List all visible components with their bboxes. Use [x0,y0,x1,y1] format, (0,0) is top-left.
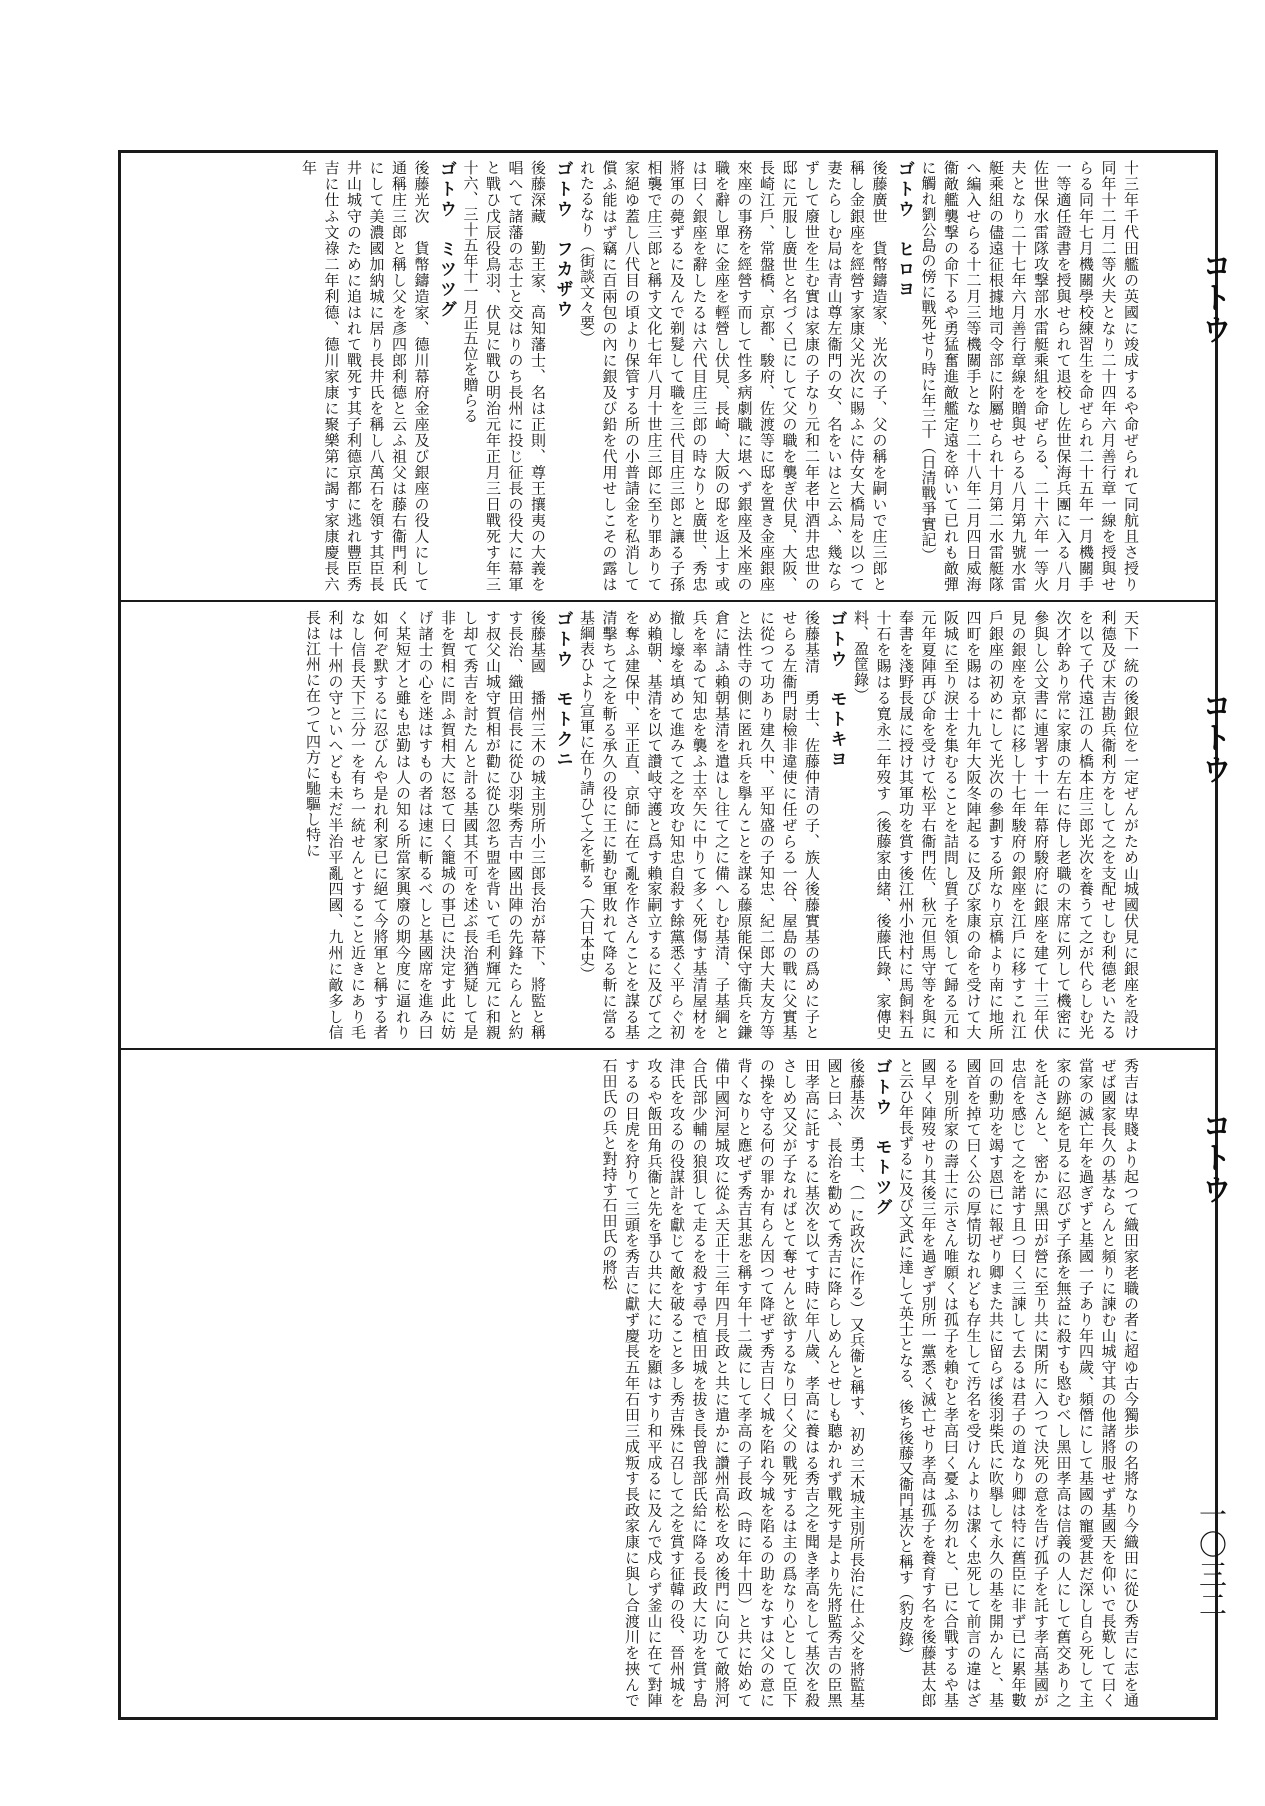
entry-text-fukazo: 後藤深藏 勤王家、高知藩士、名は正則、尊王攘夷の大義を唱へて諸藩の志士と交はりのち長州に投じ征長の役大に幕軍と戰ひ戊辰役鳥羽、伏見に戰ひ明治元年正月三日戰死す年三十六、三十五年十一月正五位を贈らる [461,160,547,592]
page-number: 一〇三二 [1195,1500,1228,1620]
entry-text-mototsugu: 後藤基次 勇士、（一に政次に作る）又兵衞と稱す、初め三木城主別所長治に仕ふ父を將監基國と曰ふ、長治を勸めて秀吉に降らしめんとせしも聽かれず戰死す是より先將監秀吉の臣黑田孝高に託するに基次を以てす時に年八歲、孝高に養はる秀吉之を聞き孝高をして基次を殺さしめ又父が子なればとて奪せんと欲するなり曰く父の戰死するは主の爲なり心として臣下の操を守る何の罪か有らん因つて降ぜず秀吉曰く城を陷れ今城を陷るの助をなすは父の意に背くなりと應ぜず秀吉其悲を稱す年十二歲にして孝高の子長政（時に年十四）と共に始めて備中國河屋城攻に從ふ天正十三年四月長政と共に遣かに讚州高松を攻め後門に向ひて敵將河合氏部少輔の狼狽して走るを殺す尋で植田城を拔き長曾我部氏給に降る長政大に功を賞す島津氏を攻るの役謀計を獻じて敵を破ること多し秀吉殊に召して之を賞す征韓の役、晉州城を攻るや飯田角兵衞と先を爭ひ共に大に功を顯はすり和平成るに及んで戍らず釜山に在て對陣するの日虎を狩りて三頭を秀吉に獻ず慶長五年石田三成叛す長政家康に與し合渡川を挾んで石田氏の兵と對持す石田氏の將松 [600,1058,866,1708]
entry-heading-hiroyo: ゴトウ ヒロヨ [894,160,914,300]
entry-continuation-motokuni: 秀吉は卑賤より起つて織田家老職の者に超ゆ古今獨歩の名將なり今織田に從ひ秀吉に志を通ぜば國家長久の基ならんと頻りに諫む山城守其の他諸將服せず基國天を仰いで長歎して曰く當家の滅亡年を過ぎずと基國一子あり年四歲、頻僭にして基國の寵愛甚だ深し自ら死して主家の跡絕を見るに忍びず子孫を無益に殺すも愍むべし黑田孝高は信義の人にして舊交あり之を託さんと、密かに黑田が營に至り共に閑所に入つて決死の意を告げ孤子を託す孝高基國が忠信を感じて之を諾す且つ曰く三諫して去るは君子の道なり卿は特に舊臣に非ず已に累年數回の勳功を竭す恩已に報ぜり卿また共に留らば後羽柴氏に吹擧して永久の基を開かんと、基國首を掉て曰く公の厚情切なれども存生して汚名を受けんよりは潔く忠死して前言の違はざるを別所家の壽士に示さん唯願くは孤子を賴むと孝高曰く憂ふる勿れと、已に合戰するや基國早く陣歿せり其後三年を過ぎず別所一黨悉く滅亡せり孝高は孤子を養育す名を後藤甚太郎と云ひ年長ずるに及び文武に達して英士となる、後ち後藤又衞門基次と稱す（豹皮錄） [897,1058,1140,1708]
band-divider-lower [118,1048,1218,1050]
middle-band [132,610,1142,1040]
entry-heading-motokuni: ゴトウ モトクニ [552,610,573,770]
entry-heading-fukazo: ゴトウ フカザウ [552,160,573,320]
running-head-top: コトウ [1196,250,1231,346]
bottom-band [132,1058,1142,1708]
entry-text-mitsutsugu: 後藤光次 貨幣鑄造家、德川幕府金座及び銀座の役人にして通稱庄三郎と稱し父を彥四郎利德と云ふ祖父は藤右衞門利氏にして美濃國加納城に居り長井氏を稱し八萬石を領す其臣長井山城守のために追はれて戰死す其子利德京都に逃れ豐臣秀吉に仕ふ文祿二年利德、德川家康に聚樂第に謁す家康慶長六年 [300,160,431,592]
entry-text-motokiyo: 後藤基清 勇士、佐藤仲清の子、族人後藤實基の爲めに子とせらる左衞門尉檢非違使に任ぜらる一谷、屋島の戰に父實基に從つて功あり建久中、平知盛の子知忠、紀二郎大夫友方等と法性寺の側に匿れ兵を擧んことを謀る藤原能保守衞兵を鎌倉に請ふ賴朝基清を遣はし往て之に備へしむ基清、子基綱と兵を率ゐて知忠を襲ふ士卒矢に中りて多く死傷す基清屋材を撤し壕を填めて進みて之を攻む知忠自殺す餘黨悉く平らぐ初め賴朝、基清を以て讚岐守護と爲す賴家嗣立するに及びて之を奪ふ建保中、平正直、京師に在て亂を作さんことを謀る基清擊ちて之を斬る承久の役に王に勤む軍敗れて降る斬に當る基綱表ひより宣軍に在り請ひて之を斬る（大日本史） [578,610,821,1040]
entry-continuation-text: 十三年千代田艦の英國に竣成するや命ぜられて同航且さ授り同年十二月二等火夫となり二十四年六月善行章一線を授與せらる同年七月機關學校練習生を命ぜられ二十五年一月機關手一等適任證書を授與せられて退校し佐世保海兵團に入る八月佐世保水雷隊攻撃部水雷艇乘組を命ぜらる、二十六年一等火夫となり二十七年六月善行章線を贈與せらる八月第九號水雷艇乘組の儘遠征根據地司令部に附屬せられ十月第二水雷艇隊へ編入せらる十二月三等機關手となり二十八年二月四日威海衞敵艦襲撃の命下るや勇猛奮進敵艦定遠を碎いて已れも敵彈に觸れ劉公島の傍に戰死せり時に年三十（日清戰爭實記） [919,160,1140,592]
entry-heading-motokiyo: ゴトウ モトキヨ [826,610,847,770]
entry-heading-mototsugu: ゴトウ モトツグ [871,1058,892,1218]
entry-text-motokuni: 後藤基國 播州三木の城主別所小三郎長治が幕下、將監と稱す長治、織田信長に從ひ羽柴秀吉中國出陣の先鋒たらんと約す叔父山城守賀相が勸に從ひ忽ち盟を背いて毛利輝元に和親し却て秀吉を討たんと計る基國其不可を述ぶ長治猶疑して是非を賀相に問ふ賀相大に怒て曰く籠城の事已に決定す此に妨げ諸士の心を迷はすもの者は速に斬るべしと基國席を進み曰く某短才と雖も忠勤は人の知る所當家興廢の期今度に逼れり如何ぞ默するに忍びんや是れ利家已に絕て今將軍と稱する者なし信長天下三分一を有ち一統せんとすること近きにあり毛利は十州の守といへども未だ半治平亂四國、九州に敵多し信長は江州に在つて四方に馳驅し特に [304,610,547,1040]
top-band [132,160,1142,592]
entry-continuation-mitsutsugu: 天下一統の後銀位を一定ぜんがため山城國伏見に銀座を設け利德及び末吉勘兵衞利方をして之を支配せしむ利德老いたるを以て子代遠江の人橋本庄三郎光次を養うて之が代らしむ光次才幹あり常に家康の左右に侍し老職の末席に列して機密に參與し公文書に連署す十一年幕府駿府に銀座を建て十三年伏見の銀座を京都に移し十七年駿府の銀座を江戶に移すこれ江戶銀座の初めにして光次の參劃する所なり京橋より南に地所四町を賜はる十九年大阪冬陣起るに及び家康の命を受けて大阪城に至り淚士を集むることを詰問し質子を領して歸る元和元年夏陣再び命を受けて松平右衞門佐、秋元但馬守等を與に奉書を淺野長晟に授け其軍功を賞す後江州小池村に馬飼料五十石を賜はる寬永二年歿す（後藤家由緒、後藤氏錄、家傳史料、盈筐錄） [852,610,1140,1040]
band-divider-upper [118,600,1218,602]
running-head-bottom: コトウ [1196,1110,1231,1206]
running-head-middle: コトウ [1196,690,1231,786]
entry-text-hiroyo: 後藤廣世 貨幣鑄造家、光次の子、父の稱を嗣いで庄三郎と稱し金銀座を經營す家康父光次に賜ふに侍女大橋局を以つて妻たらしむ局は青山尊左衞門の女、名をいはと云ふ、幾ならずして廢世を生む實は家康の子なり元和二年老中酒井忠世の邸に元服し廣世と名づく已にして父の職を襲ぎ伏見、大阪、長崎江戶、常盤橋、京都、駿府、佐渡等に邸を置き金座銀座來座の事務を經營す而して性多病劇職に堪へず銀座及米座の職を辭し單に金座を輕營し伏見、長崎、大阪の邸を返上す或は曰く銀座を辭したるは六代目庄三郎の時なりと廣世、秀忠將軍の薨ずるに及んで剃髮して職を三代目庄三郎と讓る子孫相襲で庄三郎と稱す文化七年八月十世庄三郎に至り罪ありて家絕ゆ蓋し八代目の頃より保管する所の小普請金を私消して償ふ能はず竊に百兩包の內に銀及び鉛を代用せしこその露はれたるなり（街談文々要） [578,160,889,592]
entry-heading-mitsutsugu: ゴトウ ミツツグ [436,160,456,320]
